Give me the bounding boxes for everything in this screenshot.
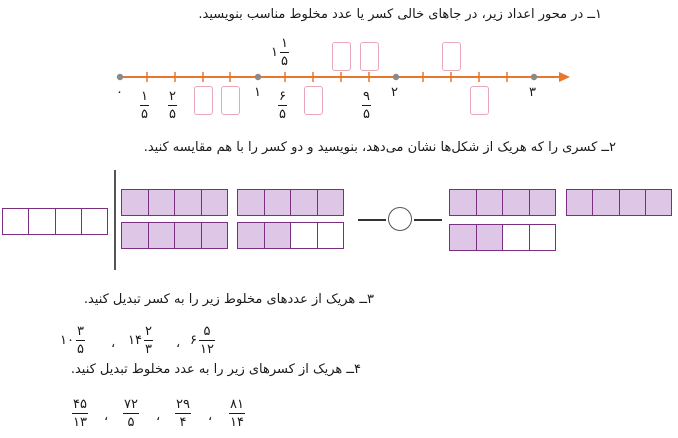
tick-label-zero: ۰	[116, 85, 123, 100]
blank-box-bottom-2[interactable]	[221, 86, 240, 115]
question-4-text: ۴ــ هریک از کسرهای زیر را به عدد مخلوط تبدیل کنید.	[70, 362, 361, 377]
top-mixed-fraction	[280, 37, 289, 68]
tick-label-one: ۱	[254, 85, 261, 100]
fraction-label	[140, 90, 149, 121]
comma-separator: ،	[176, 336, 181, 351]
question-1-text: ۱ــ در محور اعداد زیر، در جاهای خالی کسر یا عدد مخلوط مناسب بنویسید.	[198, 7, 602, 22]
fraction-item	[175, 398, 191, 429]
fraction-den: ۵	[169, 107, 176, 122]
fraction-num: ۸۱	[230, 397, 244, 412]
blank-box-bottom-3[interactable]	[304, 86, 323, 115]
mixed-number	[60, 325, 85, 356]
tick-label-three: ۳	[529, 85, 536, 100]
top-mixed-whole: ۱	[271, 45, 278, 60]
fraction-den: ۵	[127, 415, 135, 430]
shape-bar	[449, 189, 556, 216]
comma-separator: ،	[156, 409, 161, 424]
mixed-num: ۵	[203, 324, 211, 339]
fraction-item	[229, 398, 245, 429]
fraction-num: ۷۲	[124, 397, 138, 412]
comma-separator: ،	[208, 409, 213, 424]
shape-bar	[121, 222, 228, 249]
shape-bar	[566, 189, 672, 216]
mixed-num: ۳	[76, 324, 84, 339]
top-mixed-num: ۱	[280, 36, 288, 51]
tick-label-two: ۲	[391, 85, 398, 100]
top-mixed-den: ۵	[280, 54, 288, 69]
shape-bar	[237, 222, 344, 249]
fraction-num: ۹	[363, 89, 370, 104]
vertical-divider	[114, 170, 116, 270]
fraction-num: ۴۵	[73, 397, 87, 412]
question-3-text: ۳ــ هریک از عددهای مخلوط زیر را به کسر تبدیل کنید.	[83, 292, 374, 307]
fraction-den: ۱۳	[73, 415, 87, 430]
number-line-arrow-icon	[559, 72, 570, 82]
fraction-num: ۲۹	[176, 397, 190, 412]
fraction-den: ۵	[279, 107, 286, 122]
mixed-whole: ۱۴	[128, 333, 142, 348]
blank-box-top-1[interactable]	[332, 42, 351, 71]
compare-line-right	[414, 219, 442, 221]
compare-circle[interactable]	[388, 207, 412, 231]
mixed-num: ۲	[144, 324, 152, 339]
fraction-den: ۱۴	[230, 415, 244, 430]
fraction-den: ۵	[363, 107, 370, 122]
mixed-den: ۱۲	[199, 342, 214, 357]
fraction-den: ۵	[141, 107, 148, 122]
question-2-text: ۲ــ کسری را که هریک از شکل‌ها نشان می‌دهد، بنویسید و دو کسر را با هم مقایسه کنید.	[143, 140, 616, 155]
compare-line-left	[358, 219, 386, 221]
fraction-item	[72, 398, 88, 429]
blank-box-bottom-4[interactable]	[470, 86, 489, 115]
mixed-den: ۵	[76, 342, 84, 357]
fraction-num: ۶	[279, 89, 286, 104]
shape-bar-empty	[2, 208, 108, 235]
shape-bar	[237, 189, 344, 216]
mixed-number	[190, 325, 215, 356]
fraction-label	[362, 90, 371, 121]
mixed-number	[128, 325, 153, 356]
blank-box-bottom-1[interactable]	[194, 86, 213, 115]
fraction-label	[168, 90, 177, 121]
top-mixed-label	[271, 37, 289, 68]
fraction-num: ۱	[141, 89, 148, 104]
blank-box-top-2[interactable]	[360, 42, 379, 71]
fraction-label	[278, 90, 287, 121]
shape-bar	[121, 189, 228, 216]
comma-separator: ،	[104, 409, 109, 424]
mixed-whole: ۶	[190, 333, 197, 348]
fraction-num: ۲	[169, 89, 176, 104]
fraction-den: ۴	[179, 415, 187, 430]
comma-separator: ،	[111, 336, 116, 351]
mixed-whole: ۱۰	[60, 333, 74, 348]
shape-bar	[449, 224, 556, 251]
mixed-den: ۳	[144, 342, 152, 357]
blank-box-top-3[interactable]	[442, 42, 461, 71]
fraction-item	[123, 398, 139, 429]
